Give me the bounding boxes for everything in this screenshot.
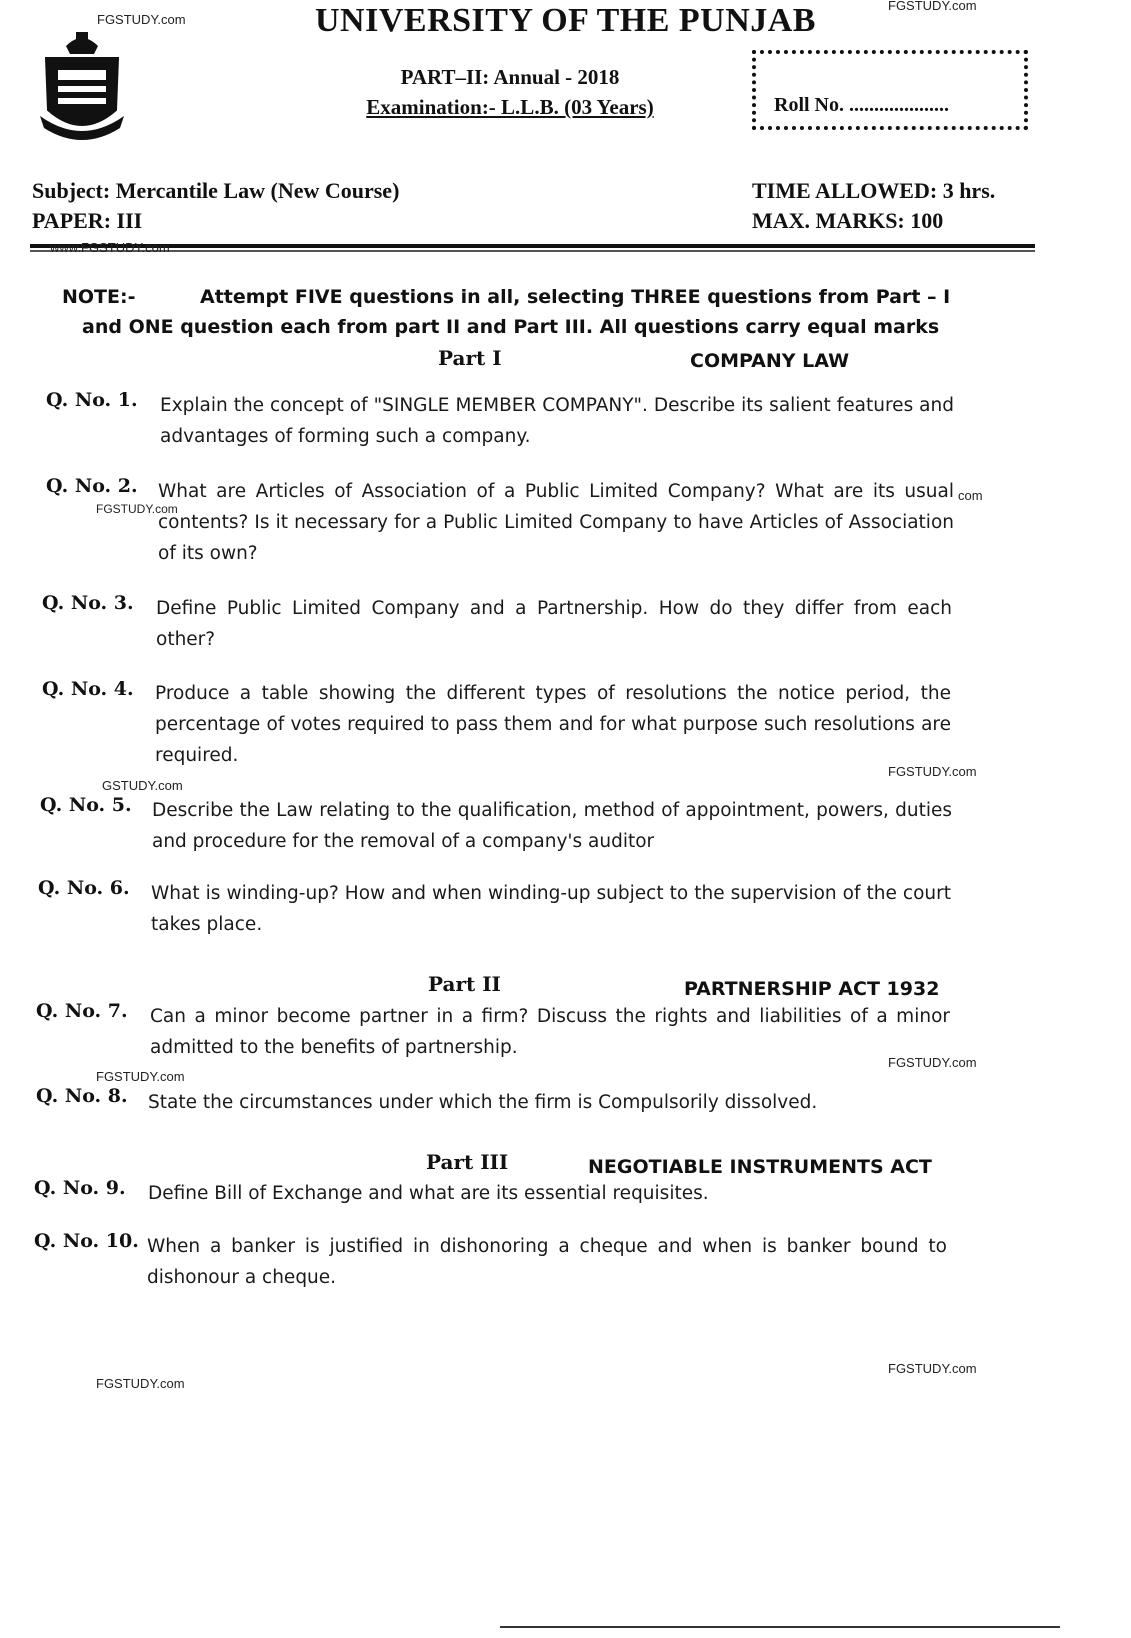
watermark: www.FGSTUDY.com (50, 240, 170, 255)
time-marks-block (752, 176, 995, 236)
watermark: com (958, 488, 983, 503)
question-number: Q. No. 5. (40, 794, 132, 816)
university-name: UNIVERSITY OF THE PUNJAB (315, 2, 816, 39)
note-line-2: and ONE question each from part II and Part III. All questions carry equal marks (82, 316, 940, 338)
roll-number-box (752, 50, 1028, 130)
watermark: FGSTUDY.com (888, 764, 977, 779)
question-text: What are Articles of Association of a Public Limited Company? What are its usual contents? Is it necessary for a Public Limited Company to have Articles of Association of its own? (158, 481, 954, 564)
part-title: PARTNERSHIP ACT 1932 (684, 978, 940, 1000)
question-number: Q. No. 7. (36, 1000, 128, 1022)
watermark: FGSTUDY.com (96, 1069, 185, 1084)
question-number: Q. No. 4. (42, 678, 134, 700)
question-text: Define Public Limited Company and a Partnership. How do they differ from each other? (156, 598, 952, 650)
subject: Subject: Mercantile Law (New Course) (32, 178, 400, 203)
note-label: NOTE:- (62, 286, 136, 308)
note-line-1: Attempt FIVE questions in all, selecting THREE questions from Part – I (200, 286, 951, 308)
watermark: FGSTUDY.com (888, 1055, 977, 1070)
question-number: Q. No. 9. (34, 1177, 126, 1199)
university-crest-logo (36, 28, 128, 148)
watermark: FGSTUDY.com (888, 0, 977, 13)
question-number: Q. No. 1. (46, 389, 138, 411)
watermark: FGSTUDY.com (96, 1376, 185, 1391)
part-label: Part I (438, 346, 502, 370)
part-title: COMPANY LAW (690, 350, 850, 372)
question-text: State the circumstances under which the firm is Compulsorily dissolved. (148, 1092, 818, 1113)
watermark: FGSTUDY.com (96, 502, 178, 516)
question-text: Describe the Law relating to the qualification, method of appointment, powers, duties and procedure for the removal of a company's auditor (152, 800, 952, 852)
exam-part: PART–II: Annual - 2018 (400, 65, 620, 89)
question-text: When a banker is justified in dishonoring a cheque and when is banker bound to dishonour a cheque. (147, 1236, 947, 1288)
paper-number: PAPER: III (32, 208, 143, 233)
roll-number-label: Roll No. .................... (774, 94, 949, 116)
watermark: FGSTUDY.com (888, 1361, 977, 1376)
watermark: FGSTUDY.com (97, 12, 186, 27)
question-number: Q. No. 6. (38, 877, 130, 899)
max-marks: MAX. MARKS: 100 (752, 208, 944, 233)
watermark: GSTUDY.com (102, 778, 183, 793)
question-text: Produce a table showing the different types of resolutions the notice period, the percentage of votes required to pass them and for what purpose such resolutions are required. (155, 683, 951, 766)
question-number: Q. No. 3. (42, 592, 134, 614)
part-label: Part II (428, 972, 501, 996)
instructions-note (62, 282, 992, 342)
time-allowed: TIME ALLOWED: 3 hrs. (752, 178, 996, 203)
part-title: NEGOTIABLE INSTRUMENTS ACT (588, 1156, 932, 1178)
header-divider (30, 244, 1035, 248)
bottom-divider (500, 1626, 1060, 1628)
question-number: Q. No. 8. (36, 1085, 128, 1107)
question-number: Q. No. 2. (46, 475, 138, 497)
exam-info (330, 62, 690, 122)
question-number: Q. No. 10. (34, 1230, 139, 1252)
question-text: What is winding-up? How and when winding-up subject to the supervision of the court takes place. (151, 883, 951, 935)
exam-title: Examination:- L.L.B. (03 Years) (366, 95, 654, 119)
header-divider-thin (30, 250, 1035, 252)
question-text: Can a minor become partner in a firm? Discuss the rights and liabilities of a minor admitted to the benefits of partnership. (150, 1006, 950, 1058)
part-label: Part III (426, 1150, 509, 1174)
subject-block (32, 176, 399, 236)
question-text: Define Bill of Exchange and what are its essential requisites. (148, 1183, 709, 1204)
question-text: Explain the concept of "SINGLE MEMBER COMPANY". Describe its salient features and advantages of forming such a company. (160, 395, 954, 447)
